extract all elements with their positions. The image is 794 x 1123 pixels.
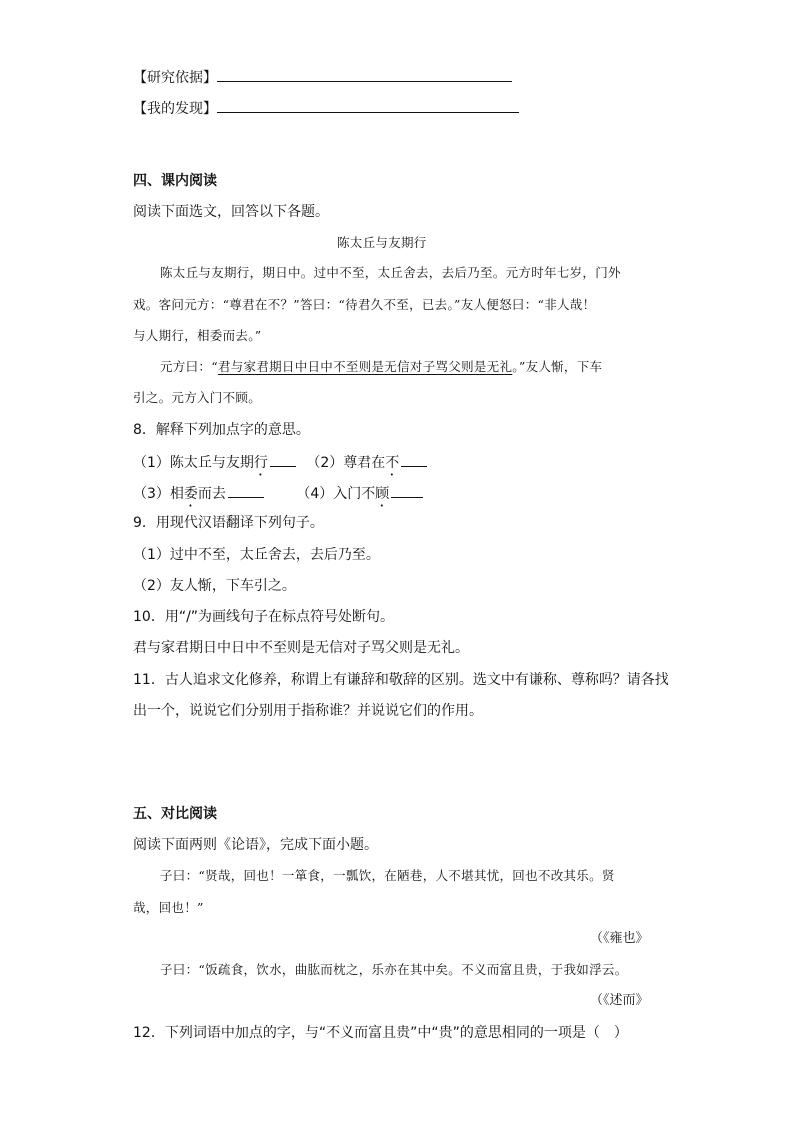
q8-item1-blank[interactable] — [270, 452, 296, 467]
passage-p2-prefix: 元方曰：“ — [160, 359, 218, 374]
passage-p1-line2: 戏。客问元方：“尊君在不？”答曰：“待君久不至，已去。”友人便怒曰：“非人哉！ — [133, 297, 596, 312]
passage-p2-line2: 引之。元方入门不顾。 — [133, 390, 262, 405]
underlined-sentence: 君与家君期日中日中不至则是无信对子骂父则是无礼 — [217, 359, 513, 374]
passage-p1-line3: 与人期行，相委而去。” — [133, 328, 262, 343]
q8-item3-text: （3）相 — [133, 486, 184, 502]
q8-item2-dotted: 不 — [385, 455, 400, 471]
q9-sentence1: （1）过中不至，太丘舍去，去后乃至。 — [133, 547, 380, 563]
q8-item2-blank[interactable] — [401, 452, 427, 467]
q8-item1-dotted: 行 — [253, 455, 268, 471]
q10-sentence: 君与家君期日中日中不至则是无信对子骂父则是无礼。 — [133, 640, 469, 656]
q11-line1: 11．古人追求文化修养，称谓上有谦辞和敬辞的区别。选文中有谦称、尊称吗？请各找 — [133, 672, 669, 688]
q8-item4-text: （4）入门不 — [296, 486, 376, 502]
text2-line1: 子曰：“饭疏食，饮水，曲肱而枕之，乐亦在其中矣。不义而富且贵，于我如浮云。 — [160, 962, 628, 977]
q8-item2-text: （2）尊君在 — [306, 455, 386, 471]
q12-stem: 12．下列词语中加点的字，与“不义而富且贵”中“贵”的意思相同的一项是（ ） — [133, 1025, 628, 1041]
passage-title: 陈太丘与友期行 — [337, 235, 427, 250]
q8-item1-text: （1）陈太丘与友期 — [133, 455, 254, 471]
passage-p2-suffix: 。”友人惭，下车 — [512, 359, 603, 374]
research-basis-label: 【研究依据】 — [133, 70, 217, 86]
q8-item3-blank[interactable] — [228, 483, 264, 498]
q9-sentence2: （2）友人惭，下车引之。 — [133, 578, 296, 594]
passage-p1-line1: 陈太丘与友期行，期日中。过中不至，太丘舍去，去后乃至。元方时年七岁，门外 — [160, 265, 621, 280]
q8-item3-dotted: 委 — [183, 486, 198, 502]
passage-p2-line1 — [160, 357, 602, 377]
q8-item4-dotted: 顾 — [375, 486, 390, 502]
my-finding-label: 【我的发现】 — [133, 101, 217, 117]
research-basis-blank[interactable] — [217, 67, 512, 82]
section5-instruction: 阅读下面两则《论语》，完成下面小题。 — [133, 837, 378, 853]
section4-instruction: 阅读下面选文，回答以下各题。 — [133, 204, 329, 220]
research-basis-row — [133, 67, 512, 88]
section5-heading: 五、对比阅读 — [133, 806, 217, 822]
text1-source: （《雍也》 — [590, 931, 649, 946]
q8-stem: 8．解释下列加点字的意思。 — [133, 422, 310, 438]
text1-line2: 哉，回也！” — [133, 900, 204, 915]
my-finding-blank[interactable] — [217, 98, 519, 113]
q9-stem: 9．用现代汉语翻译下列句子。 — [133, 515, 324, 531]
my-finding-row — [133, 98, 519, 119]
q8-item4-blank[interactable] — [391, 483, 423, 498]
q11-line2: 出一个，说说它们分别用于指称谁？并说说它们的作用。 — [133, 703, 483, 719]
q10-stem: 10．用“/”为画线句子在标点符号处断句。 — [133, 609, 395, 625]
text1-line1: 子曰：“贤哉，回也！一箪食，一瓢饮，在陋巷，人不堪其忧，回也不改其乐。贤 — [160, 868, 615, 883]
section4-heading: 四、课内阅读 — [133, 173, 217, 189]
q8-row2 — [133, 483, 425, 510]
q8-row1 — [133, 452, 429, 479]
q8-item3-tail: 而去 — [197, 486, 226, 502]
text2-source: （《述而》 — [590, 993, 649, 1008]
